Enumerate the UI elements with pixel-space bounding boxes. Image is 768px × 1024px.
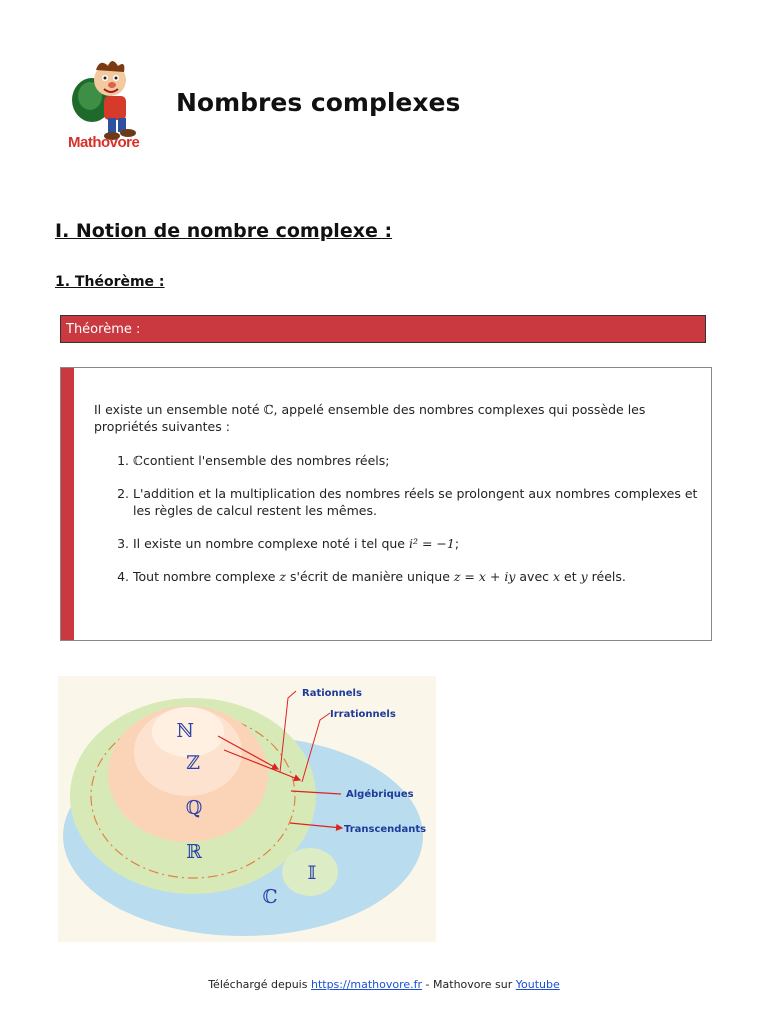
theorem-properties-list <box>94 452 704 585</box>
label-irrationnels: Irrationnels <box>330 709 396 720</box>
set-n-label: ℕ <box>176 720 194 742</box>
page-title: Nombres complexes <box>176 88 461 117</box>
theorem-accent-stripe <box>61 368 74 640</box>
logo-text: Mathovore <box>68 134 140 151</box>
youtube-link[interactable]: Youtube <box>515 978 560 991</box>
section-heading: I. Notion de nombre complexe : <box>55 220 393 242</box>
set-r-label: ℝ <box>186 841 202 863</box>
set-i-label: 𝕀 <box>307 862 317 884</box>
page-footer: Téléchargé depuis https://mathovore.fr - Mathovore sur Youtube <box>208 978 560 991</box>
list-item: 2. L'addition et la multiplication des nombres réels se prolongent aux nombres complexes et les règles de calcul restent les mêmes. <box>133 485 704 519</box>
label-transcendants: Transcendants <box>344 824 427 835</box>
mathovore-logo <box>62 58 162 158</box>
set-q-label: ℚ <box>185 797 203 819</box>
set-c-label: ℂ <box>262 886 278 908</box>
list-item: 4. Tout nombre complexe z s'écrit de manière unique z = x + iy avec x et y réels. <box>133 568 704 585</box>
subsection-heading: 1. Théorème : <box>55 274 165 290</box>
number-sets-diagram <box>58 676 436 942</box>
theorem-intro: Il existe un ensemble noté ℂ, appelé ensemble des nombres complexes qui possède les propriétés suivantes : <box>94 402 646 434</box>
label-algebriques: Algébriques <box>346 789 414 800</box>
label-rationnels: Rationnels <box>302 688 362 699</box>
theorem-title-bar: Théorème : <box>60 315 706 343</box>
theorem-content <box>94 401 704 601</box>
mathovore-link[interactable]: https://mathovore.fr <box>310 978 423 991</box>
list-item: 3. Il existe un nombre complexe noté i tel que i² = −1; <box>133 535 704 552</box>
set-z-label: ℤ <box>186 752 200 774</box>
list-item: 1. ℂcontient l'ensemble des nombres réels; <box>133 452 704 469</box>
theorem-box <box>60 367 712 641</box>
